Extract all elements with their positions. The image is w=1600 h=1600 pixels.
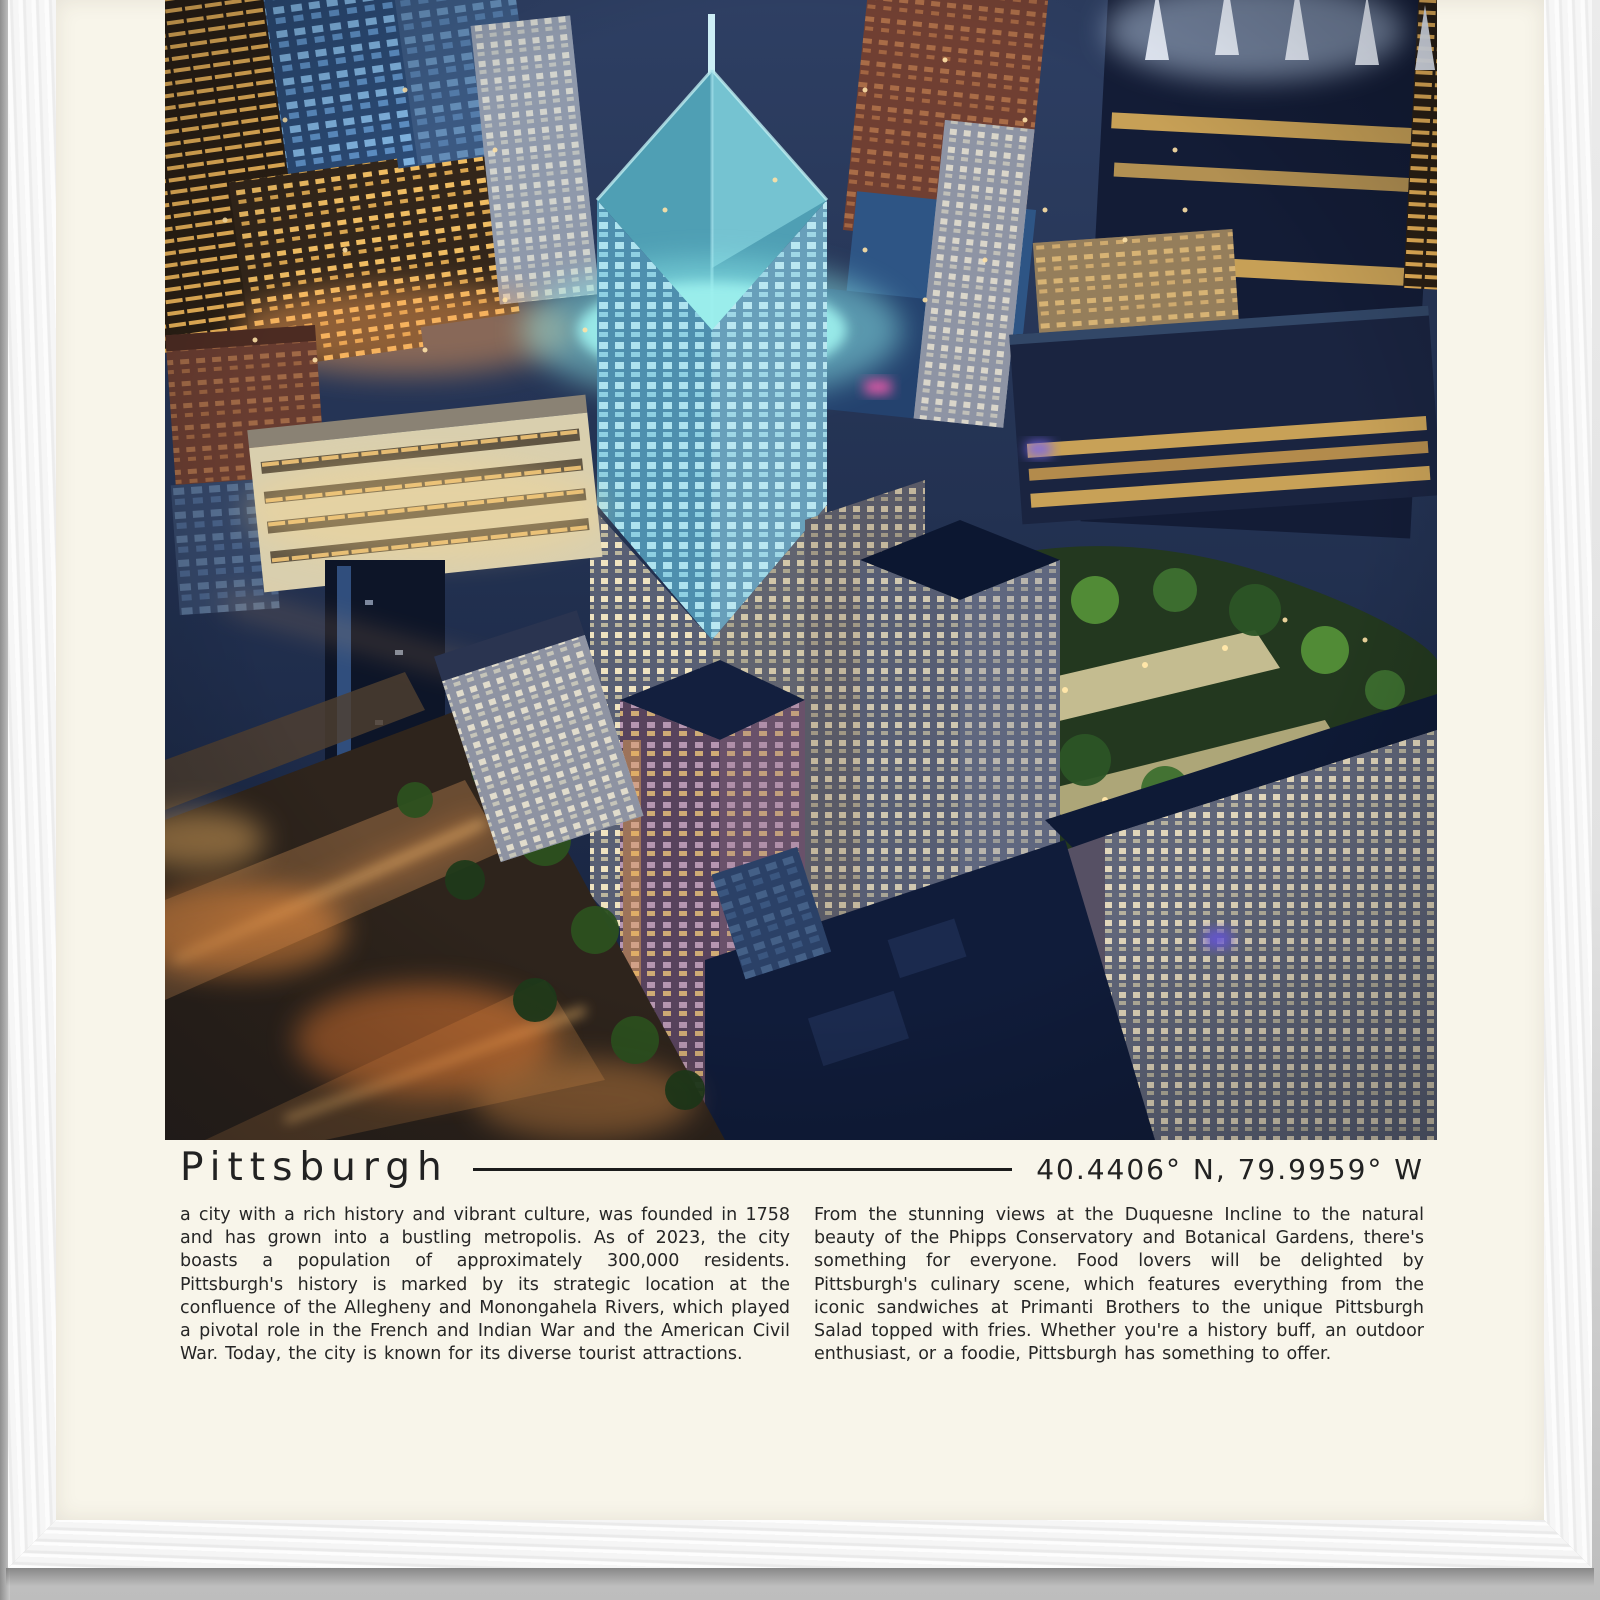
frame-left-rail — [8, 0, 56, 1568]
frame-drop-shadow — [6, 1568, 1594, 1586]
cityscape-photo — [165, 0, 1437, 1140]
coordinates: 40.4406° N, 79.9959° W — [1036, 1152, 1424, 1186]
frame-bottom-rail — [8, 1520, 1592, 1568]
description-left: a city with a rich history and vibrant culture, was founded in 1758 and has grown into a bustling metropolis. As of 2023, the city boasts a population of approximately 300,000 residents. Pittsburgh's history is marked by its strategic location at the confluence of the Allegheny and Monongahela Rivers, which played a pivotal role in the French and Indian War and the American Civil War. Today, the city is known for its diverse tourist attractions. — [180, 1205, 790, 1365]
frame-right-rail — [1544, 0, 1592, 1568]
description-right: From the stunning views at the Duquesne Incline to the natural beauty of the Phipps Conservatory and Botanical Gardens, there's something for everyone. Food lovers will be delighted by Pittsburgh's culinary scene, which features everything from the iconic sandwiches at Primanti Brothers to the unique Pittsburgh Salad topped with fries. Whether you're a history buff, an outdoor enthusiast, or a foodie, Pittsburgh has something to offer. — [814, 1205, 1424, 1365]
cityscape-art — [165, 0, 1437, 1140]
description-columns — [180, 1204, 1424, 1366]
poster-caption-row — [180, 1138, 1424, 1196]
city-title: Pittsburgh — [180, 1144, 449, 1190]
title-divider-line — [473, 1168, 1012, 1171]
poster — [56, 0, 1544, 1520]
